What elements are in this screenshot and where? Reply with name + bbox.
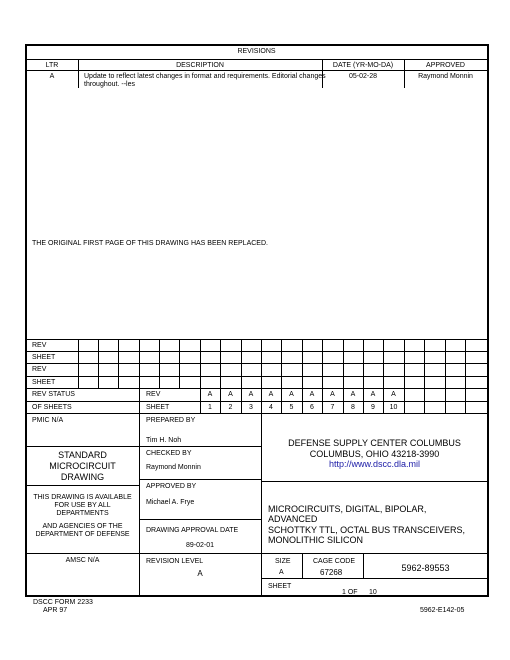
revision-level: A — [197, 569, 203, 578]
rev-letter: A — [248, 391, 254, 398]
rev-row-approved: Raymond Monnin — [418, 73, 473, 80]
availability-line-2: FOR USE BY ALL — [54, 502, 111, 509]
drawing-label: DRAWING — [60, 472, 105, 482]
form-number: DSCC FORM 2233 — [33, 599, 93, 606]
drawing-number: 5962-89553 — [401, 563, 450, 573]
title-line-2: ADVANCED — [268, 514, 318, 524]
rev-letter: A — [370, 391, 376, 398]
sheet-number: 8 — [351, 404, 355, 411]
sheet-number: 6 — [310, 404, 314, 411]
sheet-number: 3 — [249, 404, 253, 411]
approval-date: 89-02-01 — [185, 542, 215, 549]
availability-line-3: DEPARTMENTS — [56, 510, 109, 517]
header-description: DESCRIPTION — [176, 62, 224, 69]
form-date: APR 97 — [43, 607, 68, 614]
sheet-number: 4 — [269, 404, 273, 411]
microcircuit-label: MICROCIRCUIT — [49, 461, 116, 471]
rev-row-ltr: A — [49, 73, 55, 80]
size-label: SIZE — [275, 558, 291, 565]
revision-level-label: REVISION LEVEL — [146, 558, 204, 565]
rev-header: REV — [146, 391, 161, 398]
sheet-label-1: SHEET — [32, 354, 56, 361]
sheet-label: SHEET — [268, 583, 292, 590]
replaced-note: THE ORIGINAL FIRST PAGE OF THIS DRAWING HAS BEEN REPLACED. — [32, 240, 268, 247]
cage-code-label: CAGE CODE — [313, 558, 356, 565]
rev-letter: A — [207, 391, 213, 398]
sheet-number: 2 — [228, 404, 233, 411]
rev-letter: A — [309, 391, 315, 398]
sheet-number: 7 — [330, 404, 335, 411]
checked-by-name: Raymond Monnin — [146, 464, 201, 471]
header-ltr: LTR — [45, 62, 59, 69]
title-line-1: MICROCIRCUITS, DIGITAL, BIPOLAR, — [268, 504, 427, 514]
rev-letter: A — [228, 391, 233, 398]
rev-row-date: 05-02-28 — [348, 73, 378, 80]
document-code: 5962-E142-05 — [420, 607, 465, 614]
header-approved: APPROVED — [426, 62, 465, 69]
rev-letter: A — [289, 391, 294, 398]
approval-date-label: DRAWING APPROVAL DATE — [146, 527, 239, 534]
availability-line-1: THIS DRAWING IS AVAILABLE — [33, 494, 132, 501]
header-date: DATE (YR-MO-DA) — [332, 62, 394, 69]
rev-letter: A — [330, 391, 335, 398]
availability-line-4: AND AGENCIES OF THE — [42, 523, 123, 530]
rev-row-description-2: throughout. --les — [84, 81, 135, 88]
checked-by-label: CHECKED BY — [146, 450, 192, 457]
rev-letter: A — [268, 391, 274, 398]
revisions-title: REVISIONS — [237, 48, 276, 55]
availability-line-5: DEPARTMENT OF DEFENSE — [35, 531, 130, 538]
sheet-header: SHEET — [146, 404, 170, 411]
rev-label-2: REV — [32, 366, 47, 373]
rev-label-1: REV — [32, 342, 47, 349]
sheet-number: 9 — [371, 404, 375, 411]
sheet-number: 1 — [208, 404, 212, 411]
sheet-total: 10 — [369, 589, 377, 596]
sheet-number: 10 — [389, 404, 398, 411]
rev-status-label: REV STATUS — [32, 391, 75, 398]
title-line-3: SCHOTTKY TTL, OCTAL BUS TRANSCEIVERS, — [268, 525, 466, 535]
approved-by-label: APPROVED BY — [146, 483, 197, 490]
prepared-by-label: PREPARED BY — [146, 417, 196, 424]
dscc-url-link[interactable]: http://www.dscc.dla.mil — [328, 459, 421, 469]
sheet-of: 1 OF — [342, 589, 358, 596]
dscc-name: DEFENSE SUPPLY CENTER COLUMBUS — [288, 438, 461, 448]
size-value: A — [279, 569, 284, 576]
pmic-label: PMIC N/A — [32, 417, 64, 424]
approved-by-name: Michael A. Frye — [146, 499, 195, 506]
cage-code-value: 67268 — [320, 568, 343, 577]
rev-letter: A — [350, 391, 356, 398]
prepared-by-name: Tim H. Noh — [146, 437, 182, 444]
title-line-4: MONOLITHIC SILICON — [268, 535, 364, 545]
dscc-address: COLUMBUS, OHIO 43218-3990 — [309, 449, 440, 459]
amsc-label: AMSC N/A — [65, 557, 100, 564]
rev-row-description-1: Update to reflect latest changes in format and requirements. Editorial changes — [84, 73, 326, 80]
sheet-number: 5 — [289, 404, 294, 411]
of-sheets-label: OF SHEETS — [32, 404, 72, 411]
rev-letter: A — [391, 391, 396, 398]
sheet-label-2: SHEET — [32, 379, 56, 386]
standard-label: STANDARD — [58, 450, 107, 460]
